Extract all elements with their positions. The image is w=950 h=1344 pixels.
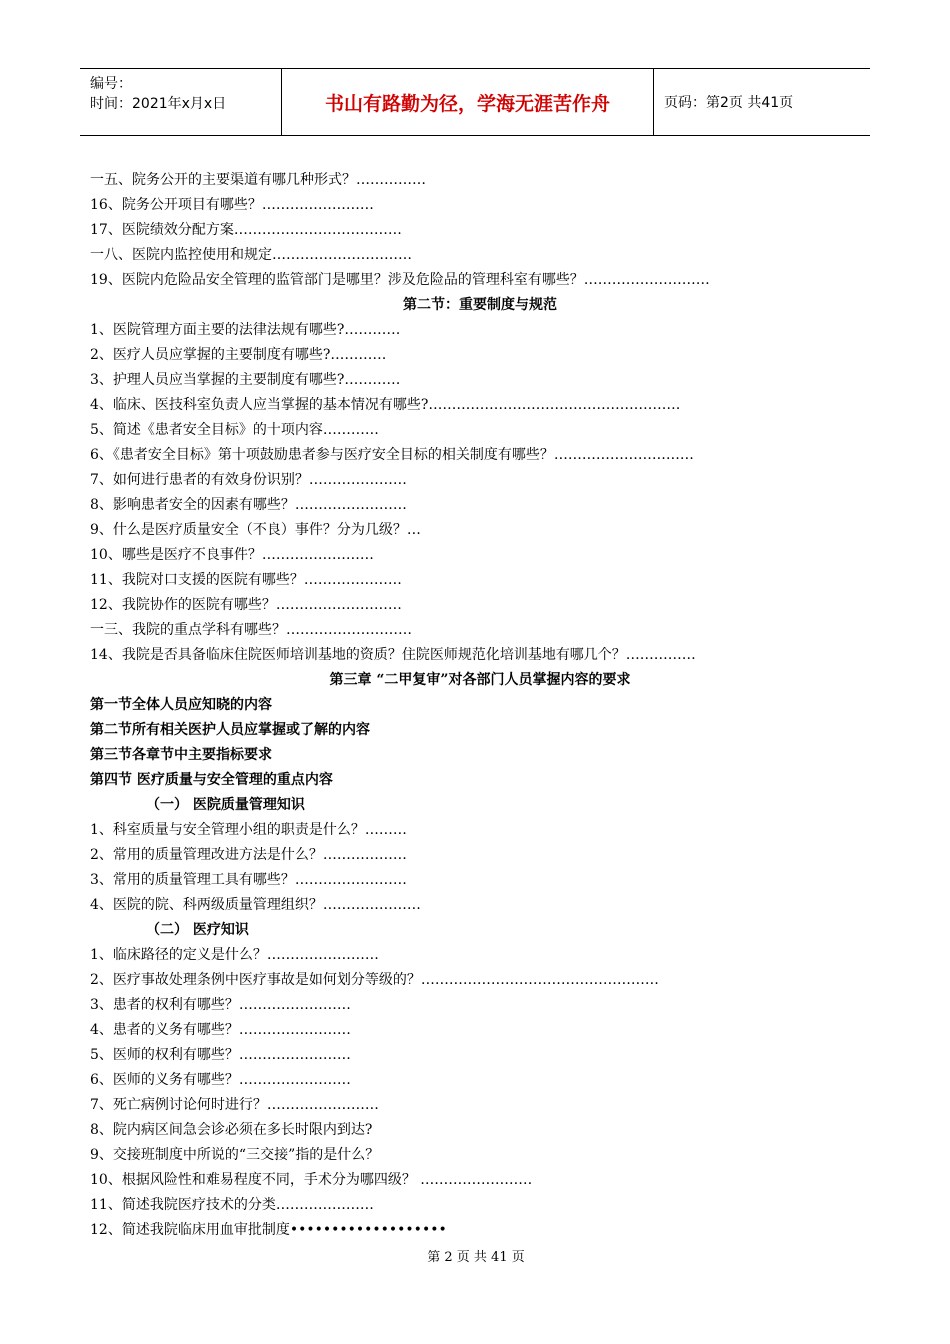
header-left-cell [80,69,282,135]
header-time-label: 时间：2021年x月x日 [90,96,227,112]
section-heading: 第三章 “二甲复审”对各部门人员掌握内容的要求 [329,672,631,688]
question-line: 14、我院是否具备临床住院医师培训基地的资质？住院医师规范化培训基地有哪几个？…………… [90,647,696,663]
question-line: 4、医院的院、科两级质量管理组织？………………… [90,897,421,913]
section-heading: （二） 医疗知识 [146,922,249,938]
question-line: 4、患者的义务有哪些？…………………… [90,1022,351,1038]
question-line: 6、《患者安全目标》第十项鼓励患者参与医疗安全目标的相关制度有哪些？………………………… [90,447,694,463]
section-heading: （一） 医院质量管理知识 [146,797,305,813]
question-line: 一八、医院内监控使用和规定………………………… [90,247,412,263]
page-footer: 第 2 页 共 41 页 [427,1250,525,1265]
question-line: 一五、院务公开的主要渠道有哪几种形式？…………… [90,172,426,188]
question-line: 7、如何进行患者的有效身份识别？………………… [90,472,407,488]
question-line: 12、简述我院临床用血审批制度••••••••••••••••••• [90,1222,447,1238]
question-line: 10、根据风险性和难易程度不同，手术分为哪四级？ …………………… [90,1172,533,1188]
section-heading: 第二节：重要制度与规范 [403,297,557,313]
question-line: 3、患者的权利有哪些？…………………… [90,997,351,1013]
header-number-label: 编号： [90,76,132,92]
question-line: 7、死亡病例讨论何时进行？…………………… [90,1097,379,1113]
header-motto: 书山有路勤为径，学海无涯苦作舟 [282,69,654,135]
question-line: 16、院务公开项目有哪些？…………………… [90,197,374,213]
question-line: 5、医师的权利有哪些？…………………… [90,1047,351,1063]
question-line: 11、我院对口支援的医院有哪些？………………… [90,572,402,588]
header-table [80,68,870,136]
question-line: 9、什么是医疗质量安全（不良）事件？分为几级？… [90,522,421,538]
question-line: 3、常用的质量管理工具有哪些？…………………… [90,872,407,888]
question-line: 一三、我院的重点学科有哪些？……………………… [90,622,412,638]
question-line: 11、简述我院医疗技术的分类………………… [90,1197,374,1213]
question-line: 2、医疗事故处理条例中医疗事故是如何划分等级的？…………………………………………… [90,972,659,988]
question-line: 4、临床、医技科室负责人应当掌握的基本情况有哪些?……………………………………………… [90,397,681,413]
document-body [90,168,870,1243]
question-line: 9、交接班制度中所说的“三交接”指的是什么？ [90,1147,380,1163]
question-line: 1、临床路径的定义是什么？…………………… [90,947,379,963]
question-line: 1、科室质量与安全管理小组的职责是什么？……… [90,822,407,838]
question-line: 2、医疗人员应掌握的主要制度有哪些?………… [90,347,387,363]
question-line: 17、医院绩效分配方案……………………………… [90,222,402,238]
question-line: 3、护理人员应当掌握的主要制度有哪些?………… [90,372,401,388]
section-heading: 第二节所有相关医护人员应掌握或了解的内容 [90,722,370,738]
section-heading: 第四节 医疗质量与安全管理的重点内容 [90,772,333,788]
question-line: 8、院内病区间急会诊必须在多长时限内到达? [90,1122,373,1138]
question-line: 6、医师的义务有哪些？…………………… [90,1072,351,1088]
question-line: 19、医院内危险品安全管理的监管部门是哪里？涉及危险品的管理科室有哪些？……………………… [90,272,710,288]
question-line: 8、影响患者安全的因素有哪些？…………………… [90,497,407,513]
header-page-info: 页码：第2页 共41页 [664,95,794,111]
question-line: 12、我院协作的医院有哪些？……………………… [90,597,402,613]
question-line: 10、哪些是医疗不良事件？…………………… [90,547,374,563]
question-line: 5、简述《患者安全目标》的十项内容………… [90,422,379,438]
section-heading: 第三节各章节中主要指标要求 [90,747,272,763]
question-line: 2、常用的质量管理改进方法是什么？……………… [90,847,407,863]
section-heading: 第一节全体人员应知晓的内容 [90,697,272,713]
question-line: 1、医院管理方面主要的法律法规有哪些?………… [90,322,401,338]
